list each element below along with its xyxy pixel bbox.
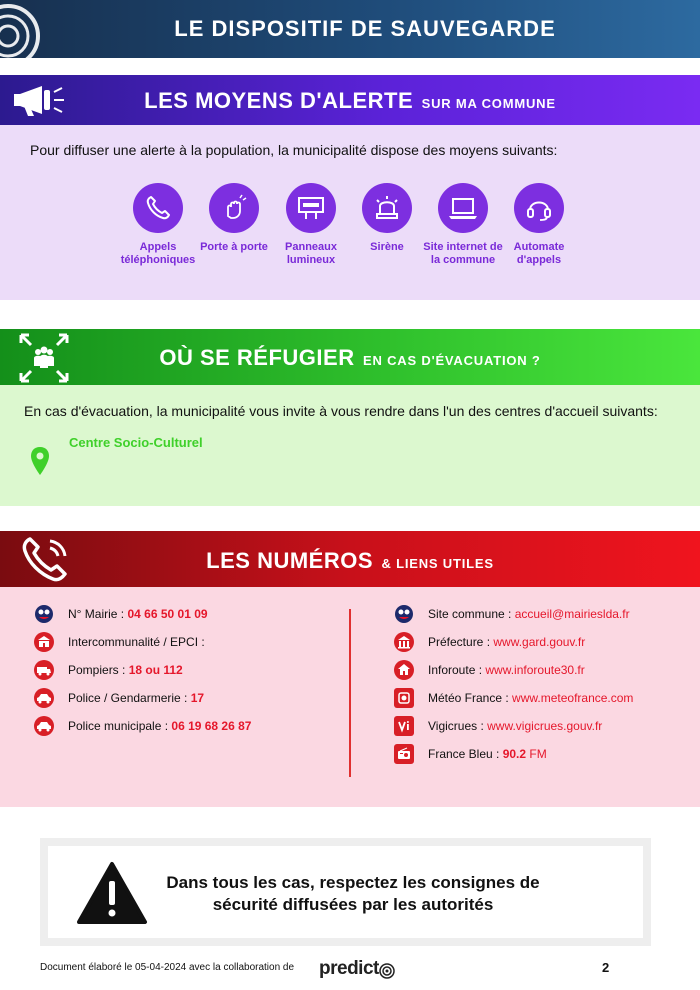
townhall-icon bbox=[34, 632, 54, 652]
police-car-icon bbox=[34, 716, 54, 736]
prefecture-icon bbox=[394, 632, 414, 652]
alert-mean-label: Panneaux lumineux bbox=[285, 241, 337, 266]
contact-label: Vigicrues : bbox=[428, 719, 488, 733]
contact-value: 06 19 68 26 87 bbox=[171, 719, 252, 733]
alert-mean-door bbox=[194, 183, 274, 254]
meteo-icon bbox=[394, 688, 414, 708]
contact-label: Pompiers : bbox=[68, 663, 129, 677]
radio-icon bbox=[394, 744, 414, 764]
fire-truck-icon bbox=[34, 660, 54, 680]
alert-title-sub: SUR MA COMMUNE bbox=[421, 96, 556, 111]
warning-icon bbox=[76, 861, 148, 925]
contact-value: 04 66 50 01 09 bbox=[127, 607, 208, 621]
alert-section-title bbox=[0, 75, 700, 130]
alert-mean-phone bbox=[118, 183, 198, 267]
refuge-section bbox=[0, 329, 700, 506]
refuge-centre-name: Centre Socio-Culturel bbox=[69, 435, 203, 450]
top-banner bbox=[0, 0, 700, 58]
contact-label: Inforoute : bbox=[428, 663, 486, 677]
footer-text: Document élaboré le 05-04-2024 avec la collaboration de bbox=[40, 962, 295, 973]
page-title: LE DISPOSITIF DE SAUVEGARDE bbox=[174, 16, 556, 41]
mascot-icon bbox=[394, 604, 414, 624]
refuge-title-sub: EN CAS D'ÉVACUATION ? bbox=[363, 353, 541, 368]
page-number: 2 bbox=[602, 960, 610, 975]
contact-label: Météo France : bbox=[428, 691, 513, 705]
alert-mean-automat bbox=[499, 183, 579, 267]
brand-part-a: pre bbox=[319, 958, 348, 979]
brand-logo bbox=[319, 958, 379, 980]
vigicrues-icon bbox=[394, 716, 414, 736]
numbers-section-title bbox=[0, 531, 700, 594]
numbers-title-main: LES NUMÉROS bbox=[206, 548, 374, 573]
contact-suffix: FM bbox=[526, 747, 547, 761]
contact-value: 17 bbox=[190, 691, 205, 705]
phone-icon bbox=[144, 194, 172, 222]
contact-label: Préfecture : bbox=[428, 635, 494, 649]
headset-icon bbox=[525, 194, 553, 222]
warning-message: Dans tous les cas, respectez les consignes de sécurité diffusées par les autorités bbox=[166, 873, 540, 914]
mascot-icon bbox=[34, 604, 54, 624]
numbers-section-header bbox=[0, 531, 700, 587]
refuge-title-main: OÙ SE RÉFUGIER bbox=[159, 345, 355, 370]
siren-icon bbox=[372, 194, 402, 222]
contact-label: Site commune : bbox=[428, 607, 515, 621]
alert-mean-siren bbox=[347, 183, 427, 254]
contact-link[interactable]: www.gard.gouv.fr bbox=[493, 635, 586, 649]
alert-mean-label: Site internet de la commune bbox=[423, 241, 503, 266]
contact-label: Intercommunalité / EPCI : bbox=[68, 635, 205, 649]
alert-section bbox=[0, 75, 700, 300]
contact-label: Police municipale : bbox=[68, 719, 172, 733]
contact-link[interactable]: www.vigicrues.gouv.fr bbox=[487, 719, 603, 733]
alert-mean-label: Automate d'appels bbox=[513, 241, 565, 266]
laptop-icon bbox=[447, 194, 479, 222]
contact-label: Police / Gendarmerie : bbox=[68, 691, 191, 705]
contact-link[interactable]: www.inforoute30.fr bbox=[485, 663, 585, 677]
refuge-section-title bbox=[0, 329, 700, 390]
alert-intro: Pour diffuser une alerte à la population, la municipalité dispose des moyens suivants: bbox=[30, 142, 558, 158]
contact-value: 18 ou 112 bbox=[128, 663, 183, 677]
contact-label: N° Mairie : bbox=[68, 607, 128, 621]
alert-title-main: LES MOYENS D'ALERTE bbox=[144, 88, 414, 113]
contact-value: 90.2 bbox=[502, 747, 527, 761]
alert-mean-label: Porte à porte bbox=[200, 241, 268, 253]
warning-box bbox=[40, 838, 651, 946]
led-panel-icon bbox=[296, 194, 326, 222]
refuge-intro: En cas d'évacuation, la municipalité vous invite à vous rendre dans l'un des centres d'accueil suivants: bbox=[24, 403, 658, 419]
numbers-title-sub: & LIENS UTILES bbox=[381, 556, 494, 571]
contact-label: France Bleu : bbox=[428, 747, 503, 761]
numbers-section bbox=[0, 531, 700, 807]
map-pin-icon bbox=[30, 446, 50, 476]
alert-mean-label: Appels téléphoniques bbox=[120, 241, 196, 266]
alert-section-header bbox=[0, 75, 700, 125]
contact-link[interactable]: accueil@mairieslda.fr bbox=[514, 607, 630, 621]
alert-means-list bbox=[118, 183, 588, 283]
alert-mean-panel bbox=[271, 183, 351, 267]
column-divider bbox=[349, 609, 351, 777]
alert-mean-label: Sirène bbox=[370, 241, 404, 253]
door-knock-icon bbox=[220, 194, 248, 222]
contact-link[interactable]: www.meteofrance.com bbox=[512, 691, 634, 705]
alert-mean-website bbox=[423, 183, 503, 267]
brand-part-b: dict bbox=[347, 958, 379, 979]
inforoute-icon bbox=[394, 660, 414, 680]
refuge-section-header bbox=[0, 329, 700, 385]
brand-logo-icon bbox=[379, 963, 395, 979]
police-car-icon bbox=[34, 688, 54, 708]
